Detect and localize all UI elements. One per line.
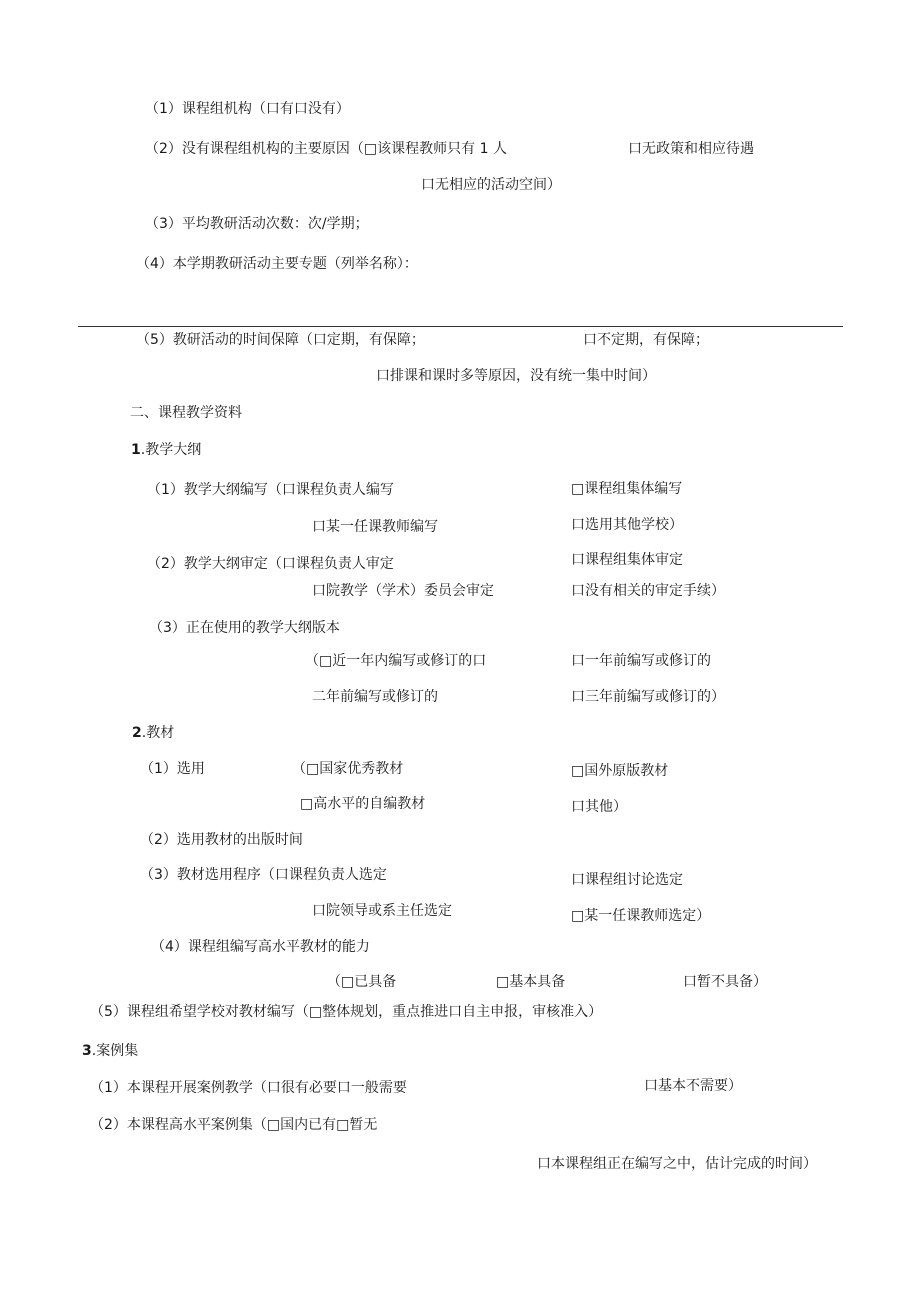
syllabus-q1-option-group: □课程组集体编写 [571,481,683,497]
q5-option-no-time: 口排课和课时多等原因，没有统一集中时间） [376,368,656,384]
q2-option-no-policy: 口无政策和相应待遇 [628,141,754,157]
q5-time-guarantee: （5）教研活动的时间保障（口定期，有保障； [136,332,425,348]
q1-course-group: （1）课程组机构（口有口没有） [145,101,350,117]
syllabus-title: .教学大纲 [140,442,202,458]
textbook-q3-option-group: 口课程组讨论选定 [571,872,683,888]
syllabus-q1-writer: （1）教学大纲编写（口课程负责人编写 [147,482,394,498]
syllabus-q2-option-none: 口没有相关的审定手续） [571,583,725,599]
q3-activity-count: （3）平均教研活动次数：次/学期； [145,216,369,232]
syllabus-q3-option-one-year: 口一年前编写或修订的 [571,653,711,669]
cases-heading [82,1044,138,1058]
textbook-heading [132,726,174,740]
textbook-q3-option-teacher: □某一任课教师选定） [571,908,711,924]
cases-number: 3 [82,1043,92,1059]
textbook-q1-option-national: （□国家优秀教材 [292,761,404,777]
textbook-number: 2 [132,725,142,741]
syllabus-q3-option-two-years: 二年前编写或修订的 [312,689,438,705]
q2-reason-text: （2）没有课程组机构的主要原因（□该课程教师只有 1 人 [145,141,507,157]
cases-q2-collection: （2）本课程高水平案例集（□国内已有□暂无 [90,1117,378,1133]
syllabus-q3-version: （3）正在使用的教学大纲版本 [149,620,340,636]
textbook-q4-option-not-ready: 口暂不具备） [683,974,767,990]
syllabus-q1-option-other-school: 口选用其他学校） [571,517,683,533]
q4-activity-topics: （4）本学期教研活动主要专题（列举名称）： [136,256,418,272]
cases-title: .案例集 [91,1043,139,1059]
q5-option-irregular: 口不定期，有保障； [583,332,709,348]
textbook-q3-procedure: （3）教材选用程序（口课程负责人选定 [140,867,387,883]
textbook-q1-option-foreign: □国外原版教材 [571,763,669,779]
cases-q1-teaching: （1）本课程开展案例教学（口很有必要口一般需要 [90,1080,407,1096]
syllabus-q3-option-recent: （□近一年内编写或修订的口 [305,653,487,669]
textbook-q4-ability: （4）课程组编写高水平教材的能力 [151,939,370,955]
q2-option-no-space: 口无相应的活动空间） [421,177,561,193]
textbook-q1-option-self-edited: □高水平的自编教材 [300,796,426,812]
syllabus-q3-option-three-years: 口三年前编写或修订的） [571,689,725,705]
divider-line [78,326,843,327]
syllabus-q1-option-teacher: 口某一任课教师编写 [312,519,438,535]
textbook-q4-option-ready: （□已具备 [327,974,397,990]
syllabus-q2-review: （2）教学大纲审定（口课程负责人审定 [147,556,394,572]
textbook-q2-publish-time: （2）选用教材的出版时间 [140,832,303,848]
textbook-q4-option-basic: □基本具备 [496,974,566,990]
section-heading: 二、课程教学资料 [130,405,242,421]
cases-q2-option-in-progress: 口本课程组正在编写之中，估计完成的时间） [537,1156,817,1172]
syllabus-heading [131,443,201,457]
syllabus-q2-option-committee: 口院教学（学术）委员会审定 [312,583,494,599]
syllabus-number: 1 [131,442,141,458]
syllabus-q2-option-group: 口课程组集体审定 [571,552,683,568]
textbook-q3-option-dean: 口院领导或系主任选定 [312,903,452,919]
textbook-q1-selection: （1）选用 [140,761,205,777]
cases-q1-option-not-needed: 口基本不需要） [644,1078,742,1094]
textbook-title: .教材 [141,725,175,741]
textbook-q1-option-other: 口其他） [571,799,627,815]
textbook-q5-school-support: （5）课程组希望学校对教材编写（□整体规划，重点推进口自主申报，审核准入） [90,1004,603,1020]
